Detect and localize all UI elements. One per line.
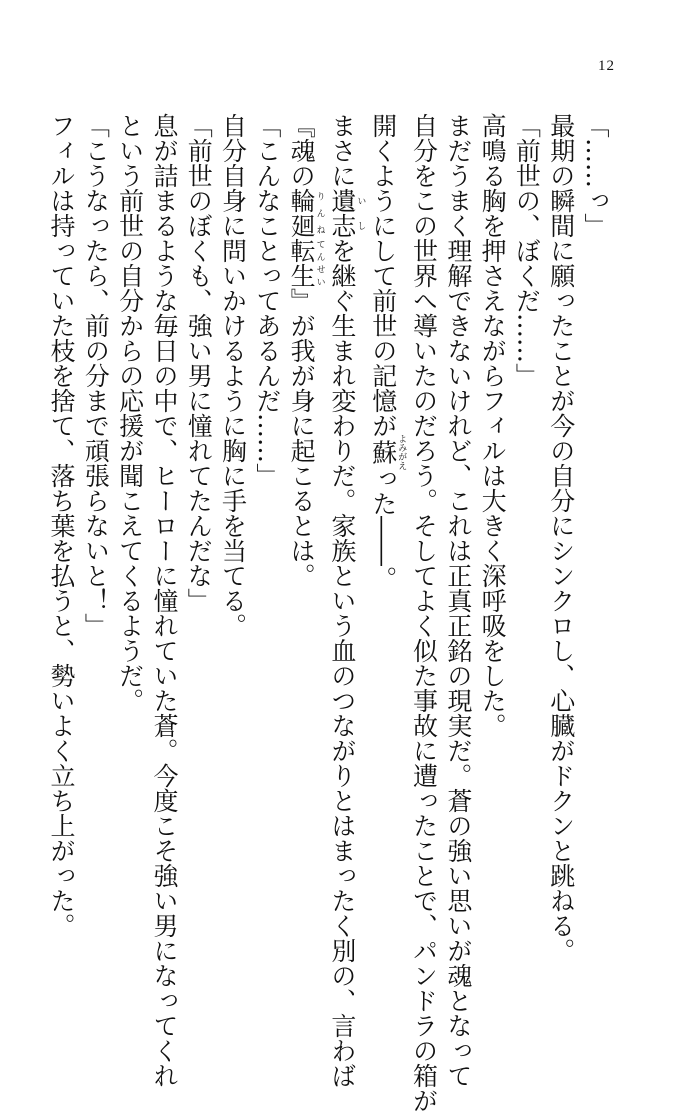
vertical-text-body — [44, 113, 612, 1113]
ruby-ishi: 遺志いし — [327, 188, 366, 238]
page-number: 12 — [598, 58, 615, 74]
text-line-14: という前世の自分からの応援が聞こえてくるようだ。 — [115, 113, 145, 713]
text-line-7 — [365, 113, 406, 973]
ruby-reading-tensei: てんせい — [314, 238, 325, 288]
ruby-reading-yomigae: よみがえ — [396, 434, 407, 470]
ruby-reading-rinne: りんね — [314, 188, 325, 238]
text-line-11: 自分自身に問いかけるように胸に手を当てる。 — [218, 113, 248, 638]
text-line-4: 高鳴る胸を押さえながらフィルは大きく深呼吸をした。 — [478, 113, 508, 738]
ruby-yomigae: 蘇よみがえ — [368, 434, 407, 470]
ruby-line-8: まさに遺志いしを継ぐ生まれ変わりだ。家族という血のつながりとはまったく別の、言わば — [327, 113, 366, 1088]
text-line-8 — [325, 113, 366, 1088]
text-line-10: 「こんなことってあるんだ……」 — [252, 113, 282, 488]
text-line-5: まだうまく理解できないけれど、これは正真正銘の現実だ。蒼の強い思いが魂となって — [443, 113, 473, 1088]
text-line-13: 息が詰まるような毎日の中で、ヒーローに憧れていた蒼。今度こそ強い男になってくれ — [149, 113, 179, 1088]
ruby-tensei: 転生てんせい — [287, 238, 325, 288]
text-line-3: 「前世の、ぼくだ……」 — [512, 113, 542, 388]
ruby-line-9: 『魂の輪廻りんね転生てんせい』が我が身に起こるとは。 — [287, 113, 325, 588]
text-line-1: 「……っ」 — [581, 113, 610, 238]
text-line-2: 最期の瞬間に願ったことが今の自分にシンクロし、心臓がドクンと跳ねる。 — [546, 113, 576, 963]
text-line-6: 自分をこの世界へ導いたのだろう。そしてよく似た事故に遭ったことで、パンドラの箱が — [409, 113, 439, 1113]
text-line-16: フィルは持っていた枝を捨て、落ち葉を払うと、勢いよく立ち上がった。 — [47, 113, 77, 938]
text-line-9 — [284, 113, 325, 973]
ruby-rinne: 輪廻りんね — [287, 188, 325, 238]
text-line-15: 「こうなったら、前の分まで頑張らないと！」 — [81, 113, 111, 638]
ruby-line-7: 開くようにして前世の記憶が蘇よみがえった――。 — [368, 113, 407, 591]
ruby-reading-ishi: いし — [355, 188, 366, 238]
text-line-12: 「前世のぼくも、強い男に憧れてたんだな」 — [184, 113, 214, 613]
